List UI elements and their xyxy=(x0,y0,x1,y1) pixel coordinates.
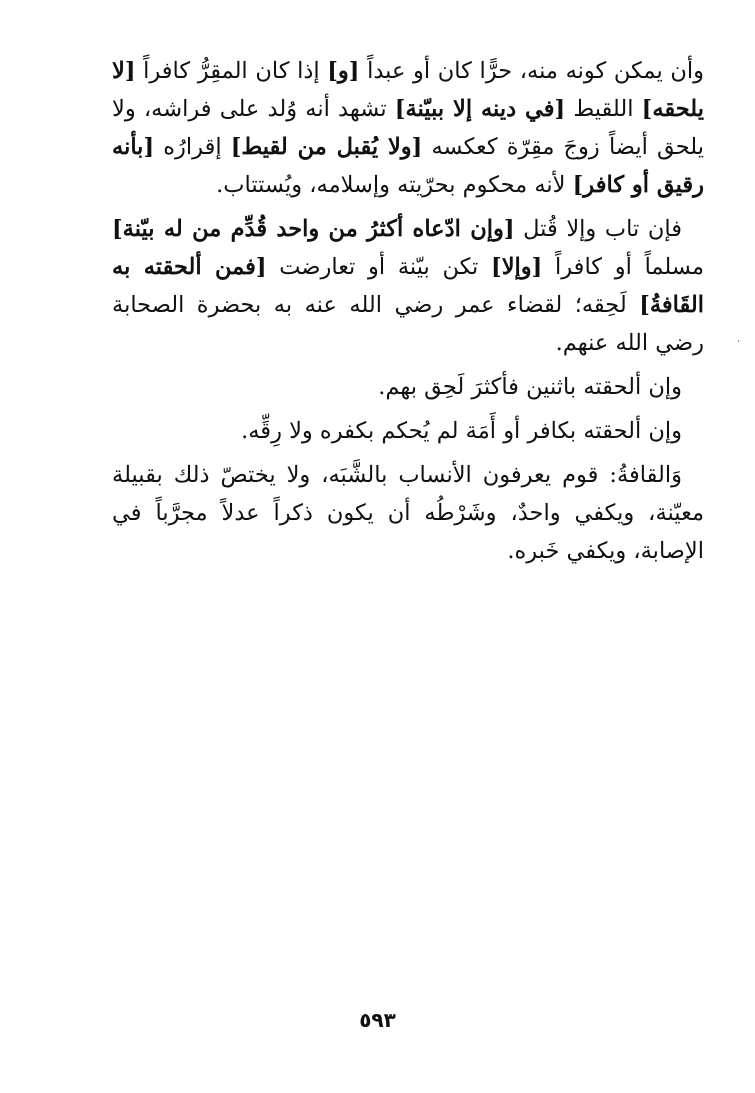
text-segment: وأن يمكن كونه منه، حرًّا كان أو عبداً xyxy=(359,58,704,84)
paragraph-5 xyxy=(112,456,704,570)
paragraph-4 xyxy=(112,412,704,450)
text-segment: فإن تاب وإلا قُتل xyxy=(514,216,682,242)
text-segment: لأنه محكوم بحرّيته وإسلامه، ويُستتاب. xyxy=(216,172,573,198)
text-segment: وإن ألحقته بكافر أو أَمَة لم يُحكم بكفره ولا رِقِّه. xyxy=(241,418,682,444)
bold-segment: [في دينه إلا ببيّنة] xyxy=(394,96,566,122)
bold-segment: [فمن ألحقته به القَافةُ] xyxy=(112,254,704,318)
text-segment: إقرارُه xyxy=(154,134,231,160)
text-segment: تشهد أنه وُلد على فراشه، ولا يلحق أيضاً زوجَ مقِرّة كعكسه xyxy=(112,96,704,160)
page-number: ٥٩٣ xyxy=(359,1008,396,1032)
paragraph-1 xyxy=(112,52,704,204)
margin-mark xyxy=(738,340,739,342)
text-segment: تكن بيّنة أو تعارضت xyxy=(266,254,492,280)
bold-segment: [ولا يُقبل من لقيط] xyxy=(230,134,423,160)
bold-segment: [لا يلحقه] xyxy=(112,58,704,122)
bold-segment: [وإلا] xyxy=(491,254,543,280)
text-segment: وإن ألحقته باثنين فأكثرَ لَحِق بهم. xyxy=(378,374,682,400)
text-segment: مسلماً أو كافراً xyxy=(542,254,705,280)
bold-segment: [بأنه رقيق أو كافر] xyxy=(112,134,704,198)
text-segment: اللقيط xyxy=(565,96,642,122)
text-segment: إذا كان المقِرُّ كافراً xyxy=(135,58,328,84)
text-segment: وَالقافةُ: قوم يعرفون الأنساب بالشَّبَه، ولا يختصّ ذلك بقبيلة معيّنة، ويكفي واحدٌ، وشَرْطُه أن يكون ذكراً عدلاً مجرَّباً في الإصابة، ويكفي خَبره. xyxy=(112,462,704,564)
text-segment: لَحِقه؛ لقضاء عمر رضي الله عنه به بحضرة الصحابة رضي الله عنهم. xyxy=(112,292,704,356)
paragraph-2 xyxy=(112,210,704,362)
bold-segment: [و] xyxy=(327,58,360,84)
paragraph-3 xyxy=(112,368,704,406)
bold-segment: [وإن ادّعاه أكثرُ من واحد قُدِّم من له بيّنة] xyxy=(112,216,515,242)
page-body xyxy=(112,52,704,576)
